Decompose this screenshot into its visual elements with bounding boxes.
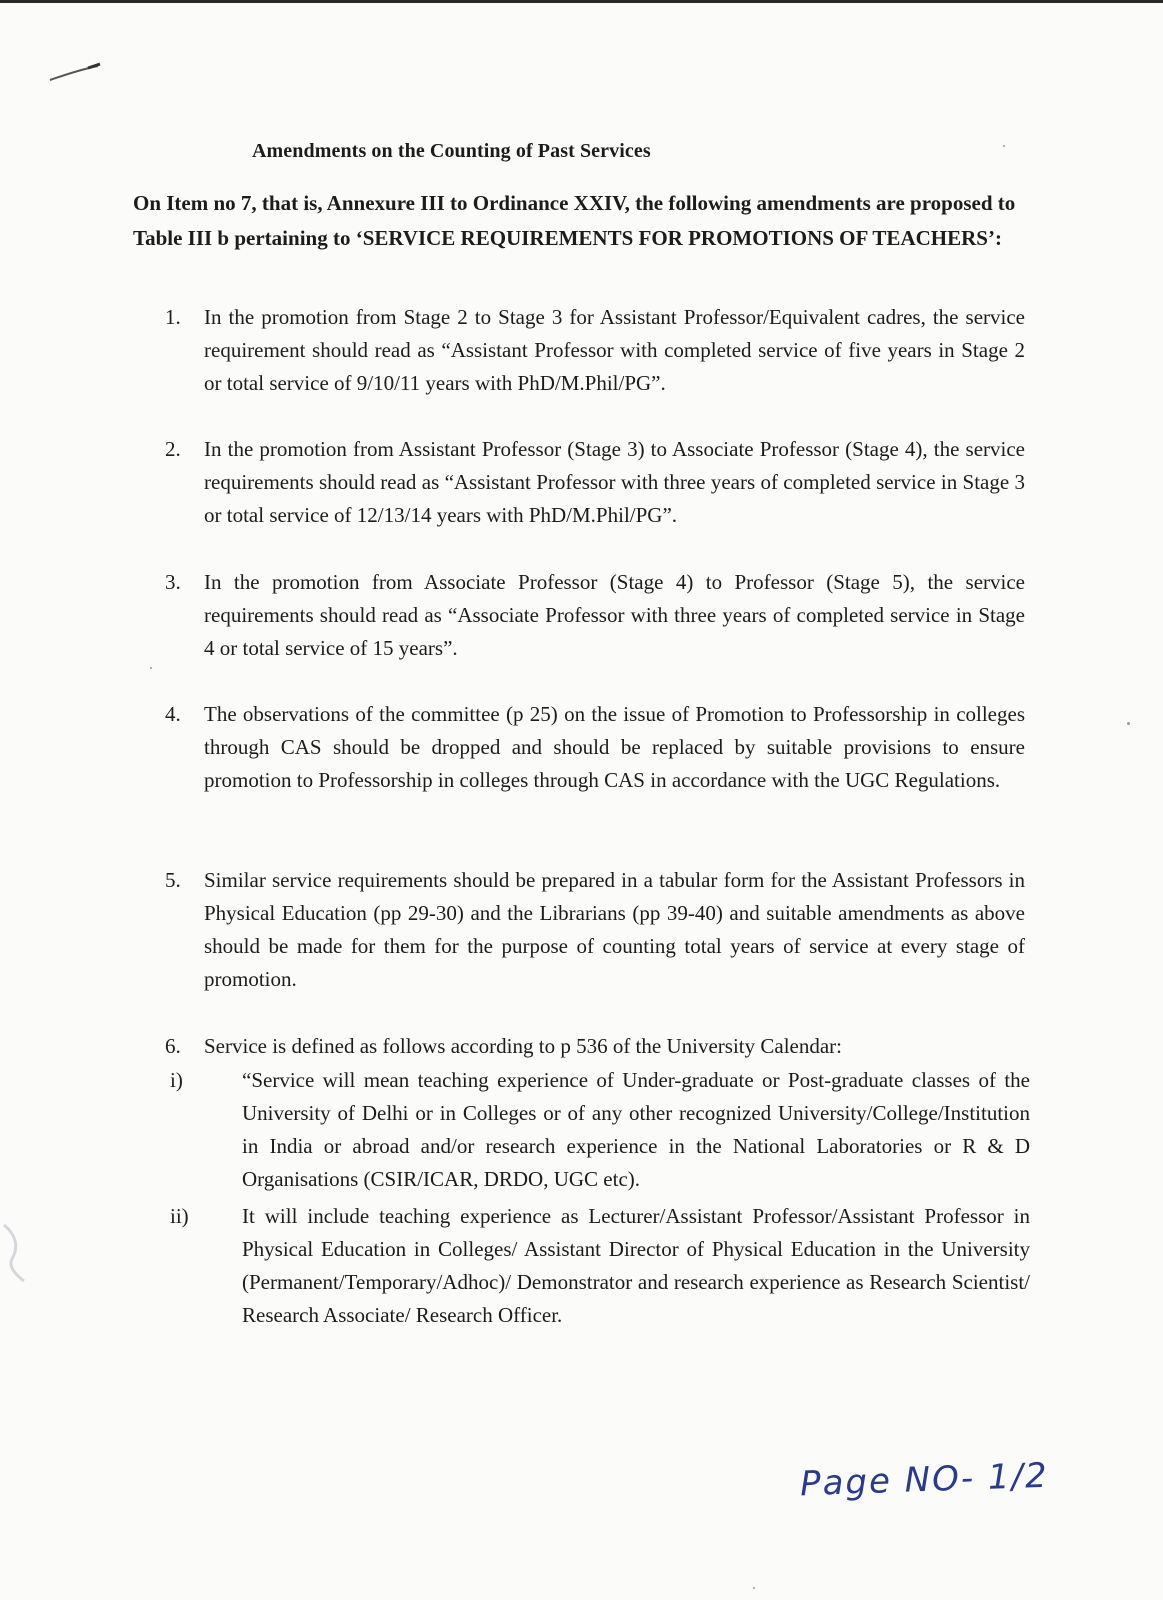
list-item (165, 864, 1025, 996)
item-text: In the promotion from Stage 2 to Stage 3 for Assistant Professor/Equivalent cadres, the service requirement should read as “Assistant Professor with completed service of five years in Stage 2 or total service of 9/10/11 years with PhD/M.Phil/PG”. (204, 305, 1025, 395)
intro-paragraph: On Item no 7, that is, Annexure III to Ordinance XXIV, the following amendments are proposed to Table III b pertaining to ‘SERVICE REQUIREMENTS FOR PROMOTIONS OF TEACHERS’: (133, 191, 1016, 250)
item-number: 6. (165, 1034, 181, 1058)
scan-speck (753, 1587, 755, 1589)
item-number: 1. (165, 305, 181, 329)
handwritten-page-number: Page NO- 1/2 (799, 1455, 1050, 1505)
list-item (165, 566, 1025, 665)
scan-speck (1003, 145, 1005, 147)
scan-speck (1127, 722, 1130, 725)
pen-stroke-mark (48, 60, 104, 84)
sub-item-text: It will include teaching experience as Lecturer/Assistant Professor/Assistant Professor in Physical Education in Colleges/ Assistant Director of Physical Education in the University (Permanent/Temporary/Adhoc)/ Demonstrator and research experience as Research Scientist/ Research Associate/ Research Officer. (242, 1204, 1030, 1327)
item-number: 4. (165, 702, 181, 726)
list-item (165, 1030, 1025, 1063)
sub-item-number: i) (170, 1068, 183, 1092)
item-number: 3. (165, 570, 181, 594)
list-item (165, 301, 1025, 400)
document-title: Amendments on the Counting of Past Services (252, 140, 651, 162)
item-text: Service is defined as follows according to p 536 of the University Calendar: (204, 1034, 842, 1058)
list-item (165, 433, 1025, 532)
item-text: The observations of the committee (p 25) on the issue of Promotion to Professorship in colleges through CAS should be dropped and should be replaced by suitable provisions to ensure promotion to Professorship in colleges through CAS in accordance with the UGC Regulations. (204, 702, 1025, 792)
list-item (165, 698, 1025, 797)
sub-list-item (170, 1200, 1030, 1332)
sub-item-text: “Service will mean teaching experience of Under-graduate or Post-graduate classes of the University of Delhi or in Colleges or of any other recognized University/College/Institution in India or abroad and/or research experience in the National Laboratories or R & D Organisations (CSIR/ICAR, DRDO, UGC etc). (242, 1068, 1030, 1191)
scan-smudge-mark (0, 1215, 40, 1285)
sub-item-number: ii) (170, 1204, 189, 1228)
item-number: 5. (165, 868, 181, 892)
item-text: In the promotion from Assistant Professor (Stage 3) to Associate Professor (Stage 4), the service requirements should read as “Assistant Professor with three years of completed service in Stage 3 or total service of 12/13/14 years with PhD/M.Phil/PG”. (204, 437, 1025, 527)
item-text: In the promotion from Associate Professor (Stage 4) to Professor (Stage 5), the service requirements should read as “Associate Professor with three years of completed service in Stage 4 or total service of 15 years”. (204, 570, 1025, 660)
item-text: Similar service requirements should be prepared in a tabular form for the Assistant Professors in Physical Education (pp 29-30) and the Librarians (pp 39-40) and suitable amendments as above should be made for them for the purpose of counting total years of service at every stage of promotion. (204, 868, 1025, 991)
scan-speck (150, 667, 152, 669)
item-number: 2. (165, 437, 181, 461)
sub-list-item (170, 1064, 1030, 1196)
scan-edge-line (0, 0, 1163, 3)
